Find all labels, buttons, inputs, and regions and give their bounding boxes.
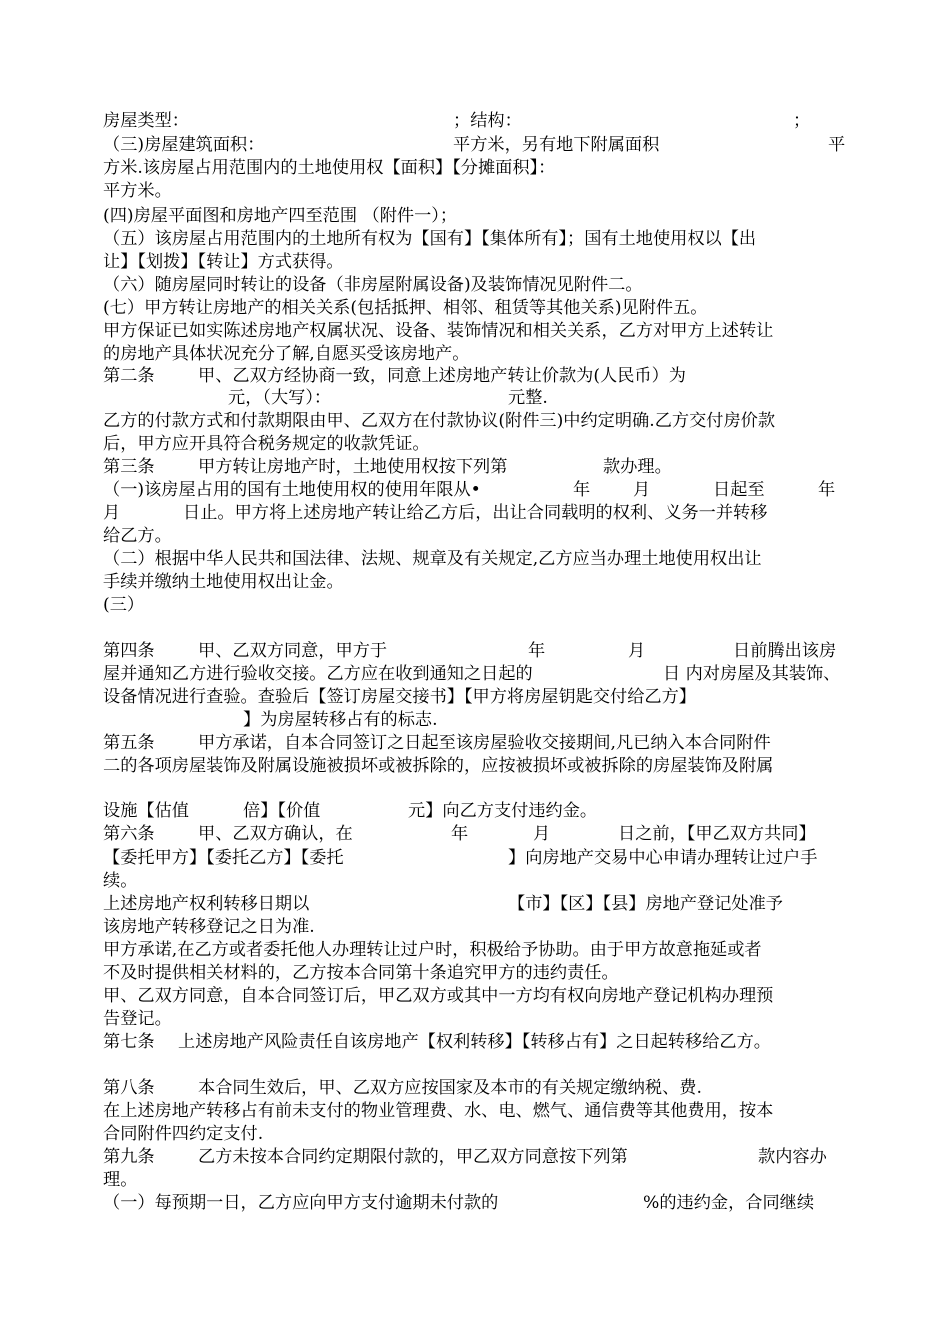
text-segment: 第六条 bbox=[103, 824, 155, 844]
text-segment: （二）根据中华人民共和国法律、法规、规章及有关规定,乙方应当办理土地使用权出让 bbox=[103, 549, 762, 569]
text-segment: （六）随房屋同时转让的设备（非房屋附属设备)及装饰情况见附件二。 bbox=[103, 275, 643, 295]
text-segment: 第五条 bbox=[103, 733, 155, 753]
text-segment: 倍】【价值 bbox=[243, 801, 321, 821]
text-segment: 告登记。 bbox=[103, 1009, 172, 1029]
text-segment: 平方米。 bbox=[103, 181, 172, 201]
text-segment: 年 bbox=[451, 824, 469, 844]
text-segment: 甲方转让房地产时，土地使用权按下列第 bbox=[198, 457, 508, 477]
text-segment: 第九条 bbox=[103, 1147, 155, 1167]
text-segment: 元】向乙方支付违约金。 bbox=[408, 801, 598, 821]
text-segment: 房屋类型： bbox=[103, 111, 189, 131]
text-segment: ；结构： bbox=[453, 111, 522, 131]
text-segment: （一)该房屋占用的国有土地使用权的使用年限从• bbox=[103, 480, 481, 500]
text-segment: ； bbox=[793, 111, 811, 131]
text-segment: 日 内对房屋及其装饰、 bbox=[663, 664, 841, 684]
text-segment: 让】【划拨】【转让】方式获得。 bbox=[103, 252, 344, 272]
text-segment: 年 bbox=[528, 641, 546, 661]
text-segment: 日前腾出该房 bbox=[733, 641, 837, 661]
text-segment: 在上述房地产转移占有前未支付的物业管理费、水、电、燃气、通信费等其他费用，按本 bbox=[103, 1101, 774, 1121]
text-segment: 款内容办 bbox=[758, 1147, 827, 1167]
text-segment: 给乙方。 bbox=[103, 526, 172, 546]
text-segment: 月 bbox=[633, 480, 651, 500]
text-segment: (四)房屋平面图和房地产四至范围 （附件一）； bbox=[103, 206, 458, 226]
text-segment: 第三条 bbox=[103, 457, 155, 477]
text-segment: 【市】【区】【县】房地产登记处准予 bbox=[508, 894, 783, 914]
text-segment: 【委托甲方】【委托乙方】【委托 bbox=[103, 848, 344, 868]
text-segment: 甲、乙双方经协商一致，同意上述房地产转让价款为(人民币）为 bbox=[198, 366, 686, 386]
text-segment: 第七条 bbox=[103, 1032, 155, 1052]
text-segment: 该房地产转移登记之日为准. bbox=[103, 917, 315, 937]
text-segment: 设备情况进行查验。查验后【签订房屋交接书】【甲方将房屋钥匙交付给乙方】 bbox=[103, 687, 696, 707]
text-segment: 元，（大写）： bbox=[228, 388, 332, 408]
text-segment: 上述房地产风险责任自该房地产【权利转移】【转移占有】之日起转移给乙方。 bbox=[178, 1032, 771, 1052]
text-segment: 本合同生效后，甲、乙双方应按国家及本市的有关规定缴纳税、费. bbox=[198, 1078, 702, 1098]
text-segment: 第八条 bbox=[103, 1078, 155, 1098]
text-segment: 屋并通知乙方进行验收交接。乙方应在收到通知之日起的 bbox=[103, 664, 533, 684]
text-segment: 第二条 bbox=[103, 366, 155, 386]
text-segment: 平 bbox=[828, 135, 846, 155]
text-segment: （三)房屋建筑面积： bbox=[103, 135, 265, 155]
text-segment: 月 bbox=[103, 503, 121, 523]
text-segment: (七）甲方转让房地产的相关关系(包括抵押、相邻、租赁等其他关系)见附件五。 bbox=[103, 298, 708, 318]
text-segment: 甲方承诺,在乙方或者委托他人办理转让过户时，积极给予协助。由于甲方故意拖延或者 bbox=[103, 940, 762, 960]
text-segment: 日之前，【甲乙双方共同】 bbox=[618, 824, 816, 844]
text-segment: 元整. bbox=[508, 388, 548, 408]
text-segment: 】向房地产交易中心申请办理转让过户手 bbox=[508, 848, 818, 868]
text-segment: 设施【估值 bbox=[103, 801, 189, 821]
text-segment: 乙方未按本合同约定期限付款的，甲乙双方同意按下列第 bbox=[198, 1147, 628, 1167]
text-segment: 平方米，另有地下附属面积 bbox=[453, 135, 660, 155]
text-segment: （五）该房屋占用范围内的土地所有权为【国有】【集体所有】；国有土地使用权以【出 bbox=[103, 229, 757, 249]
text-segment: 】为房屋转移占有的标志. bbox=[243, 710, 438, 730]
text-segment: 续。 bbox=[103, 871, 138, 891]
text-segment: 月 bbox=[628, 641, 646, 661]
text-segment: 甲方保证已如实陈述房地产权属状况、设备、装饰情况和相关关系，乙方对甲方上述转让 bbox=[103, 321, 774, 341]
text-segment: 上述房地产权利转移日期以 bbox=[103, 894, 310, 914]
text-segment: 合同附件四约定支付. bbox=[103, 1124, 264, 1144]
text-segment: 日起至 bbox=[713, 480, 765, 500]
text-segment: 年 bbox=[573, 480, 591, 500]
text-segment: 手续并缴纳土地使用权出让金。 bbox=[103, 572, 344, 592]
text-segment: 甲方承诺，自本合同签订之日起至该房屋验收交接期间,凡已纳入本合同附件 bbox=[198, 733, 771, 753]
text-segment: 理。 bbox=[103, 1170, 138, 1190]
text-segment: 甲、乙双方同意，自本合同签订后，甲乙双方或其中一方均有权向房地产登记机构办理预 bbox=[103, 986, 774, 1006]
text-segment: （一）每预期一日，乙方应向甲方支付逾期未付款的 bbox=[103, 1193, 499, 1213]
text-segment: 日止。甲方将上述房地产转让给乙方后，出让合同载明的权利、义务一并转移 bbox=[183, 503, 768, 523]
text-segment: (三） bbox=[103, 595, 145, 615]
text-segment: 后，甲方应开具符合税务规定的收款凭证。 bbox=[103, 434, 430, 454]
text-segment: 甲、乙双方同意，甲方于 bbox=[198, 641, 388, 661]
text-segment: 第四条 bbox=[103, 641, 155, 661]
text-segment: 不及时提供相关材料的，乙方按本合同第十条追究甲方的违约责任。 bbox=[103, 963, 619, 983]
text-segment: 年 bbox=[818, 480, 836, 500]
text-segment: 方米.该房屋占用范围内的土地使用权【面积】【分摊面积】： bbox=[103, 158, 556, 178]
text-segment: 月 bbox=[533, 824, 551, 844]
text-segment: 乙方的付款方式和付款期限由甲、乙双方在付款协议(附件三)中约定明确.乙方交付房价款 bbox=[103, 411, 776, 431]
text-segment: 的房地产具体状况充分了解,自愿买受该房地产。 bbox=[103, 344, 470, 364]
text-segment: 款办理。 bbox=[603, 457, 672, 477]
text-segment: 二的各项房屋装饰及附属设施被损坏或被拆除的，应按被损坏或被拆除的房屋装饰及附属 bbox=[103, 756, 774, 776]
text-segment: %的违约金，合同继续 bbox=[643, 1193, 815, 1213]
text-segment: 甲、乙双方确认，在 bbox=[198, 824, 353, 844]
